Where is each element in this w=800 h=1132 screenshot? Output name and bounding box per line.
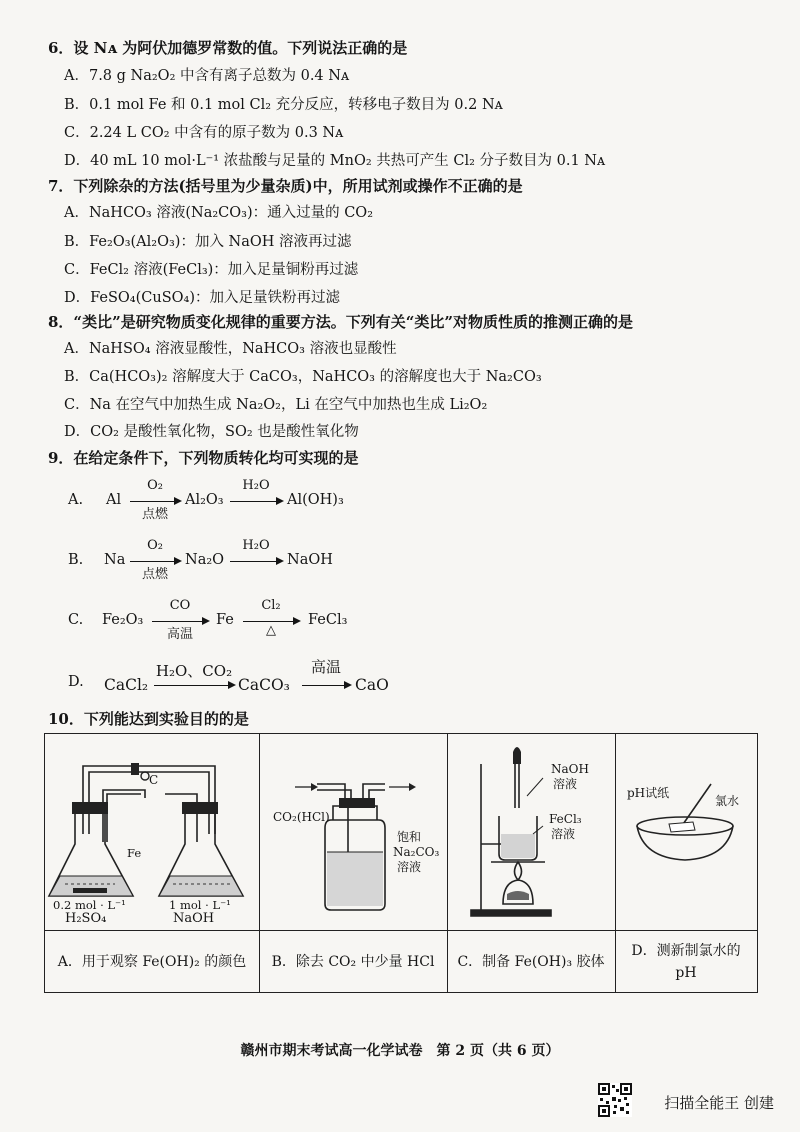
q9c-arrow-1 bbox=[152, 621, 208, 622]
fecl3-label: FeCl₃ bbox=[549, 812, 582, 826]
sodium-carbonate-label: Na₂CO₃ bbox=[393, 845, 440, 859]
q9-option-a bbox=[68, 480, 468, 520]
q10-cell-c bbox=[447, 734, 616, 992]
page-footer: 赣州市期末考试高一化学试卷 第 2 页（共 6 页） bbox=[240, 1043, 560, 1059]
q9c-condition-2-bottom: △ bbox=[266, 623, 276, 638]
q9d-condition-1-top: H₂O、CO₂ bbox=[155, 662, 233, 680]
q6-option-d: D．40 mL 10 mol·L⁻¹ 浓盐酸与足量的 MnO₂ 共热可产生 Cl₂ 分子数目为 0.1 Nᴀ bbox=[64, 153, 606, 169]
valve-label: C bbox=[149, 773, 159, 787]
q7-stem: 7．下列除杂的方法(括号里为少量杂质)中，所用试剂或操作不正确的是 bbox=[48, 177, 523, 195]
q10-option-d bbox=[615, 932, 757, 992]
q9a-condition-1-top: O₂ bbox=[147, 478, 163, 493]
q10-option-b: B．除去 CO₂ 中少量 HCl bbox=[271, 954, 435, 970]
q9c-arrow-2 bbox=[243, 621, 299, 622]
q9d-label: D. bbox=[68, 674, 84, 690]
q9a-condition-1-bottom: 点燃 bbox=[141, 507, 168, 522]
right-conc-label: 1 mol · L⁻¹ bbox=[169, 898, 231, 912]
q9c-condition-1-top: CO bbox=[169, 598, 191, 613]
left-conc-label: 0.2 mol · L⁻¹ bbox=[53, 898, 126, 912]
q8-option-b: B．Ca(HCO₃)₂ 溶解度大于 CaCO₃，NaHCO₃ 的溶解度也大于 Na₂CO₃ bbox=[64, 369, 542, 385]
q9b-condition-1-bottom: 点燃 bbox=[141, 567, 168, 582]
q9a-label: A. bbox=[68, 492, 84, 508]
q10-option-d-line2: pH bbox=[675, 965, 697, 981]
q9a-condition-2-top: H₂O bbox=[242, 478, 270, 493]
q6-option-a: A．7.8 g Na₂O₂ 中含有离子总数为 0.4 Nᴀ bbox=[64, 68, 350, 84]
q8-stem: 8．“类比”是研究物质变化规律的重要方法。下列有关“类比”对物质性质的推测正确的是 bbox=[48, 313, 633, 331]
q10-stem: 10．下列能达到实验目的的是 bbox=[48, 710, 249, 728]
ph-paper-label: pH试纸 bbox=[627, 786, 670, 800]
q9b-label: B. bbox=[68, 552, 84, 568]
q10-option-a: A．用于观察 Fe(OH)₂ 的颜色 bbox=[57, 954, 247, 970]
q10-apparatus-table bbox=[44, 733, 758, 993]
left-acid-label: H₂SO₄ bbox=[65, 911, 107, 926]
scanner-watermark: 扫描全能王 创建 bbox=[664, 1094, 774, 1112]
saturated-label: 饱和 bbox=[397, 830, 422, 844]
q9b-substance-1: Na bbox=[104, 552, 126, 568]
q9b-condition-2-top: H₂O bbox=[242, 538, 270, 553]
q9d-substance-2: CaCO₃ bbox=[238, 676, 290, 694]
q7-option-a: A．NaHCO₃ 溶液(Na₂CO₃)：通入过量的 CO₂ bbox=[64, 205, 374, 221]
q9a-substance-3: Al(OH)₃ bbox=[287, 492, 344, 508]
q9-stem: 9．在给定条件下，下列物质转化均可实现的是 bbox=[48, 449, 359, 467]
q9a-arrow-2 bbox=[230, 501, 282, 502]
q9b-condition-1-top: O₂ bbox=[147, 538, 163, 553]
q7-option-b: B．Fe₂O₃(Al₂O₃)：加入 NaOH 溶液再过滤 bbox=[64, 234, 352, 250]
q9d-arrow-1 bbox=[154, 685, 234, 686]
qr-code-icon bbox=[598, 1083, 632, 1117]
q9b-arrow-2 bbox=[230, 561, 282, 562]
q6-option-c: C．2.24 L CO₂ 中含有的原子数为 0.3 Nᴀ bbox=[64, 125, 344, 141]
chlorine-water-label: 氯水 bbox=[715, 794, 740, 808]
q8-option-c: C．Na 在空气中加热生成 Na₂O₂，Li 在空气中加热也生成 Li₂O₂ bbox=[64, 397, 488, 413]
q9c-condition-2-top: Cl₂ bbox=[261, 598, 281, 613]
q9d-arrow-2 bbox=[302, 685, 350, 686]
q8-option-a: A．NaHSO₄ 溶液显酸性，NaHCO₃ 溶液也显酸性 bbox=[64, 341, 397, 357]
q10-option-c: C．制备 Fe(OH)₃ 胶体 bbox=[457, 954, 605, 970]
right-base-label: NaOH bbox=[173, 911, 215, 926]
q10-cell-a bbox=[45, 734, 260, 992]
q9c-label: C. bbox=[68, 612, 84, 628]
q8-option-d: D．CO₂ 是酸性氧化物，SO₂ 也是酸性氧化物 bbox=[64, 424, 359, 440]
naoh-label: NaOH bbox=[551, 762, 589, 776]
ph-test-diagram bbox=[615, 734, 757, 930]
q9d-substance-1: CaCl₂ bbox=[104, 676, 149, 694]
q9b-substance-3: NaOH bbox=[287, 552, 333, 568]
q9-option-c bbox=[68, 600, 468, 640]
q9a-substance-1: Al bbox=[106, 492, 122, 508]
naoh-solution-label: 溶液 bbox=[553, 777, 578, 791]
q9c-condition-1-bottom: 高温 bbox=[166, 627, 193, 642]
q9b-arrow-1 bbox=[130, 561, 180, 562]
q9b-substance-2: Na₂O bbox=[185, 552, 225, 568]
q9c-substance-2: Fe bbox=[216, 612, 234, 628]
q6-option-b: B．0.1 mol Fe 和 0.1 mol Cl₂ 充分反应，转移电子数目为 0.2 Nᴀ bbox=[64, 97, 503, 113]
heating-stand-diagram bbox=[447, 734, 615, 930]
q7-option-c: C．FeCl₂ 溶液(FeCl₃)：加入足量铜粉再过滤 bbox=[64, 262, 359, 278]
q10-cell-b bbox=[259, 734, 448, 992]
q9a-substance-2: Al₂O₃ bbox=[185, 492, 224, 508]
iron-label: Fe bbox=[127, 846, 142, 860]
q10-option-d-line1: D．测新制氯水的 bbox=[631, 943, 741, 959]
q9c-substance-3: FeCl₃ bbox=[308, 612, 348, 628]
q9d-condition-2-top: 高温 bbox=[310, 658, 341, 676]
q9c-substance-1: Fe₂O₃ bbox=[102, 612, 144, 628]
q9-option-b bbox=[68, 540, 468, 580]
q9-option-d bbox=[68, 660, 488, 700]
solution-label: 溶液 bbox=[397, 860, 422, 874]
gas-inlet-label: CO₂(HCl) bbox=[273, 810, 330, 824]
q9a-arrow-1 bbox=[130, 501, 180, 502]
q6-stem: 6．设 Nᴀ 为阿伏加德罗常数的值。下列说法正确的是 bbox=[48, 39, 408, 57]
q10-cell-d bbox=[615, 734, 757, 992]
fecl3-solution-label: 溶液 bbox=[551, 827, 576, 841]
q9d-substance-3: CaO bbox=[355, 676, 389, 694]
q7-option-d: D．FeSO₄(CuSO₄)：加入足量铁粉再过滤 bbox=[64, 290, 340, 306]
